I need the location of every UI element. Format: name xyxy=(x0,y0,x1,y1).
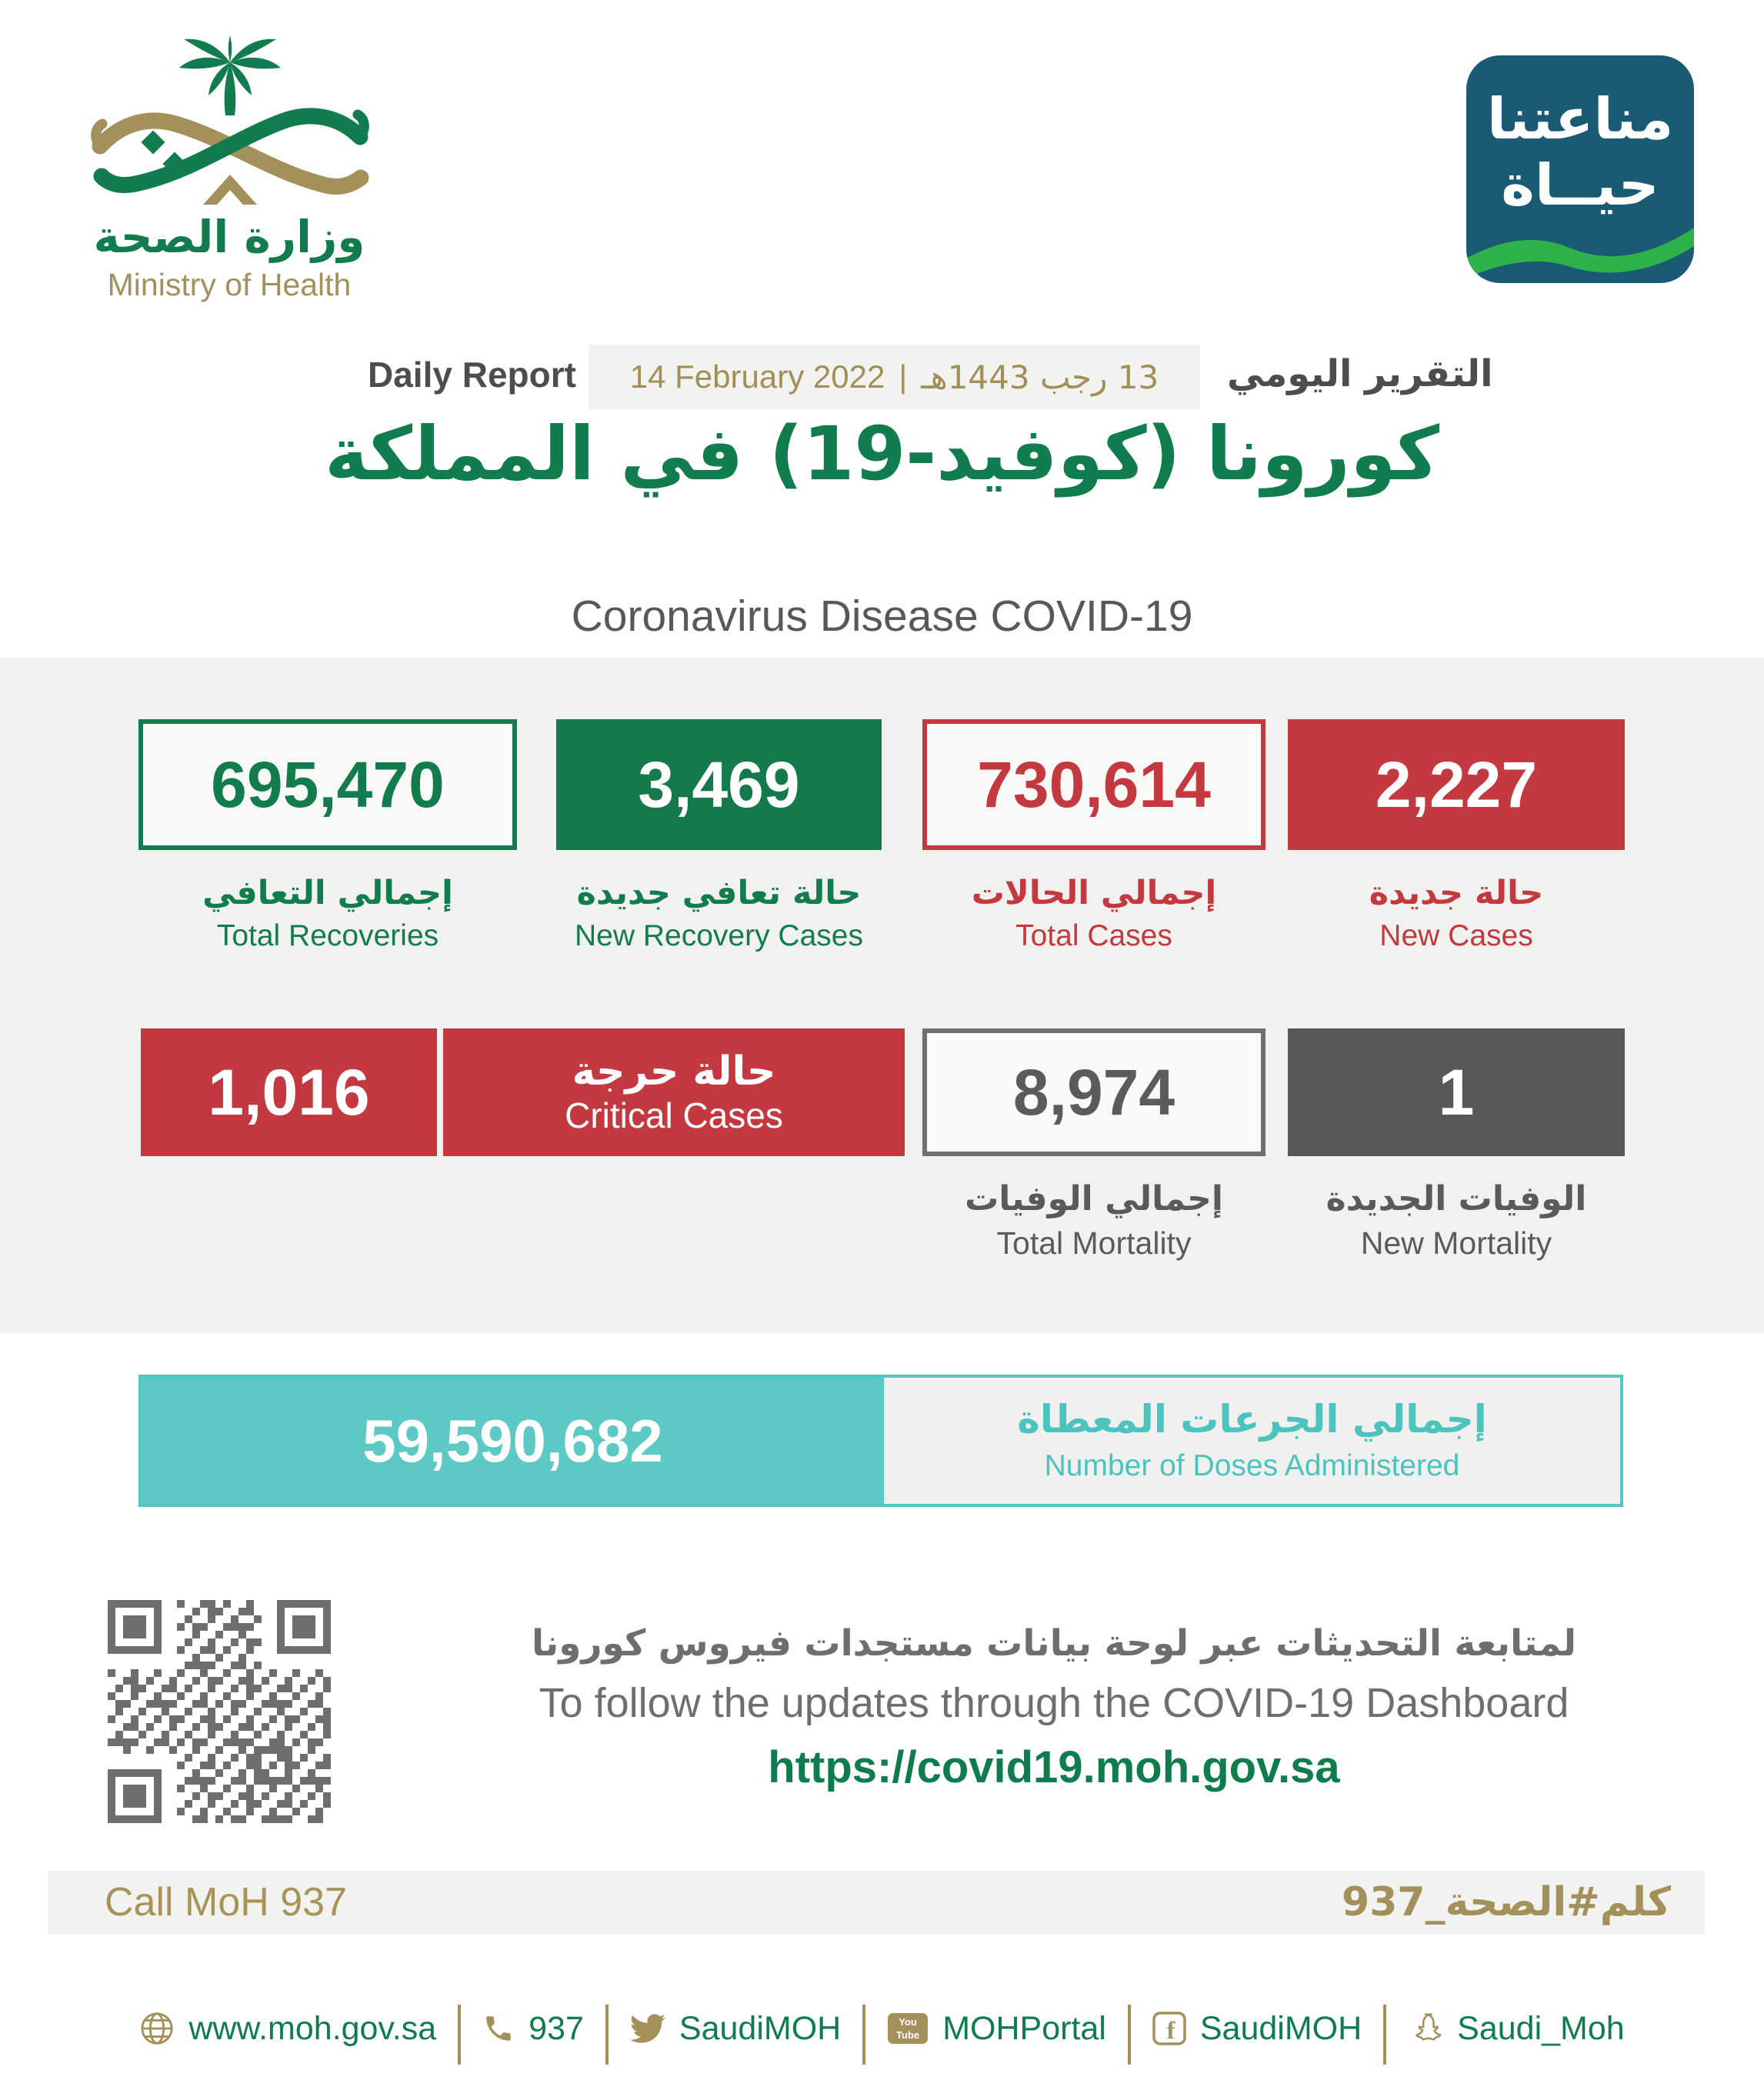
footer-divider xyxy=(862,2005,865,2065)
moh-logo-english: Ministry of Health xyxy=(107,267,352,302)
footer-item-label: MOHPortal xyxy=(942,2009,1106,2047)
immunity-badge xyxy=(1466,55,1694,283)
footer-item-website[interactable] xyxy=(139,2010,436,2048)
call-moh-hashtag: كلم#الصحة_937 xyxy=(1342,1879,1671,1925)
stat-card-new-cases xyxy=(1288,719,1625,955)
youtube-icon xyxy=(887,2012,929,2045)
total-recoveries-value: 695,470 xyxy=(138,719,517,850)
footer-divider xyxy=(605,2005,609,2065)
new-cases-value: 2,227 xyxy=(1288,719,1625,850)
daily-report-label-ar: التقرير اليومي xyxy=(1227,352,1493,395)
footer-divider xyxy=(1128,2005,1131,2065)
critical-cases-label-ar: حالة حرجة xyxy=(572,1048,776,1095)
doses-labels xyxy=(884,1378,1620,1504)
footer-item-label: Saudi_Moh xyxy=(1457,2009,1625,2047)
total-cases-label-en: Total Cases xyxy=(1015,919,1172,952)
moh-logo-arabic: وزارة الصحة xyxy=(93,211,365,263)
snapchat-icon xyxy=(1408,2011,1443,2046)
footer-item-twitter[interactable] xyxy=(630,2010,841,2048)
new-mortality-label-ar: الوفيات الجديدة xyxy=(1326,1179,1587,1218)
footer-divider xyxy=(1383,2005,1386,2065)
badge-line1: مناعتنا xyxy=(1486,86,1674,152)
new-recovery-cases-label-ar: حالة تعافي جديدة xyxy=(576,874,862,912)
twitter-icon xyxy=(630,2011,665,2046)
report-date xyxy=(589,345,1200,409)
footer-item-label: www.moh.gov.sa xyxy=(188,2009,437,2047)
new-cases-label-en: New Cases xyxy=(1379,919,1533,952)
badge-wave-icon xyxy=(1466,212,1694,283)
footer-item-youtube[interactable] xyxy=(887,2010,1106,2048)
date-gregorian: 14 February 2022 xyxy=(629,358,885,395)
follow-line-en: To follow the updates through the COVID-19 Dashboard xyxy=(539,1680,1569,1726)
footer-item-label: 937 xyxy=(529,2009,584,2047)
qr-code xyxy=(108,1600,331,1827)
dashboard-url-link[interactable]: https://covid19.moh.gov.sa xyxy=(768,1742,1340,1792)
new-recovery-cases-value: 3,469 xyxy=(556,719,882,850)
footer-item-label: SaudiMOH xyxy=(679,2009,842,2047)
stat-card-total-recoveries xyxy=(138,719,517,955)
follow-section xyxy=(400,1622,1708,1794)
doses-value: 59,590,682 xyxy=(142,1378,884,1504)
daily-report-label-en: Daily Report xyxy=(368,355,576,395)
critical-cases-label xyxy=(443,1028,905,1156)
globe-icon xyxy=(139,2011,175,2046)
page-title-english: Coronavirus Disease COVID-19 xyxy=(571,592,1193,641)
total-mortality-labels xyxy=(922,1178,1265,1263)
moh-palm-swords-icon xyxy=(71,22,388,205)
new-mortality-value: 1 xyxy=(1288,1028,1625,1156)
new-mortality-label-en: New Mortality xyxy=(1360,1225,1552,1261)
phone-icon xyxy=(482,2012,515,2045)
badge-line2: حيــاة xyxy=(1501,152,1659,218)
moh-logo xyxy=(71,22,388,304)
footer-item-facebook[interactable] xyxy=(1152,2010,1362,2048)
total-mortality-label-en: Total Mortality xyxy=(996,1225,1192,1261)
footer-item-phone[interactable] xyxy=(482,2010,584,2048)
social-footer xyxy=(0,1998,1764,2058)
total-cases-value: 730,614 xyxy=(922,719,1265,850)
new-mortality-labels xyxy=(1288,1178,1625,1263)
svg-text:You: You xyxy=(899,2016,917,2028)
total-cases-label-ar: إجمالي الحالات xyxy=(971,874,1217,912)
date-hijri: 13 رجب 1443هـ xyxy=(921,358,1159,396)
total-recoveries-label-ar: إجمالي التعافي xyxy=(202,874,453,912)
total-mortality-value: 8,974 xyxy=(922,1028,1265,1156)
facebook-icon xyxy=(1152,2012,1186,2045)
date-separator: | xyxy=(899,358,908,395)
critical-cases-value: 1,016 xyxy=(141,1028,437,1156)
footer-item-snapchat[interactable] xyxy=(1408,2010,1625,2048)
doses-bar xyxy=(138,1375,1623,1507)
footer-divider xyxy=(458,2005,461,2065)
critical-cases-label-en: Critical Cases xyxy=(565,1095,783,1135)
svg-text:Tube: Tube xyxy=(896,2029,920,2041)
new-cases-label-ar: حالة جديدة xyxy=(1369,874,1544,912)
stat-card-total-cases xyxy=(922,719,1265,955)
stat-card-new-recovery-cases xyxy=(556,719,882,955)
call-band xyxy=(48,1871,1705,1934)
svg-text:f: f xyxy=(1166,2016,1175,2044)
doses-label-en: Number of Doses Administered xyxy=(1044,1449,1460,1482)
call-moh-label: Call MoH 937 xyxy=(105,1880,348,1925)
follow-line-ar: لمتابعة التحديثات عبر لوحة بيانات مستجدات فيروس كورونا xyxy=(531,1622,1577,1665)
footer-item-label: SaudiMOH xyxy=(1199,2009,1362,2047)
doses-label-ar: إجمالي الجرعات المعطاة xyxy=(1017,1397,1487,1442)
new-recovery-cases-label-en: New Recovery Cases xyxy=(575,919,863,952)
total-mortality-label-ar: إجمالي الوفيات xyxy=(965,1179,1223,1218)
page-title-arabic: كورونا (كوفيد-19) في المملكة xyxy=(325,411,1439,497)
total-recoveries-label-en: Total Recoveries xyxy=(216,919,439,952)
